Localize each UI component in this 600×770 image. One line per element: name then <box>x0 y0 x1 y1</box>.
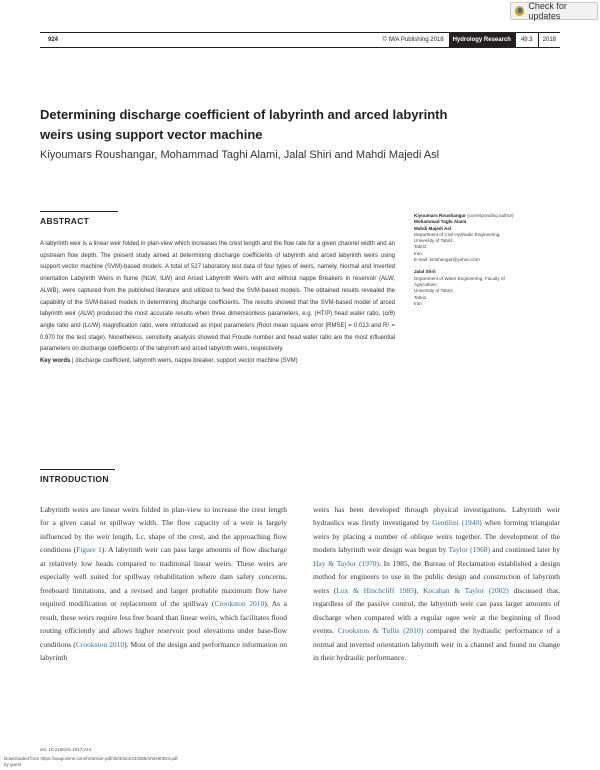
abstract-text: A labyrinth weir is a linear weir folded in plan-view which increases the crest length and the flow rate for a given channel width and an upstream flow depth. The present study aimed at determining discharge coefficients of labyrinth and arced labyrinth weirs using support vector machine (SVM)-based models. A total of 527 laboratory test data of four types of weirs, namely, Normal and Inverted orientation Labyrinth Weirs in flume (NLW, ILW) and Arced Labyrinth Weirs with and without nappe Breakers in reservoir (ALW, ALWB), were captured from the published literature and utilized to feed the SVM-based models. The obtained results revealed the capability of the SVM-based models in determining discharge coefficients. The results showed that the SVM-based model of arced labyrinth weir (ALW) produced the most accurate results when three dimensionless parameters, e.g. (HT/P) head water ratio, (α/θ) angle ratio and (Lc/W) magnification ratio, were introduced as input parameters (Root mean square error [RMSE] = 0.013 and R² = 0.970 for the test stage). Nonetheless, sensitivity analysis showed that Froude number and head water ratio are the most influential parameters on discharge coefficients of the labyrinth and arced labyrinth weirs, respectively. <box>40 241 395 353</box>
download-footer <box>4 756 178 767</box>
affiliation-line: Tabriz, <box>414 294 428 300</box>
affiliation-line: Iran <box>414 250 422 256</box>
author-affiliations <box>414 213 564 307</box>
body-text: weirs has been developed through physical investigations. Labyrinth weir hydraulics was firstly investigated by <box>313 505 560 528</box>
affiliation-line: Iran <box>414 300 422 306</box>
citation-link[interactable]: Lux & Hinchcliff 1985 <box>336 585 414 595</box>
abstract-rule <box>40 211 118 212</box>
body-text: and continued later by <box>490 545 560 555</box>
check-for-updates-button[interactable] <box>510 2 598 20</box>
introduction-heading: INTRODUCTION <box>40 474 109 484</box>
citation-link[interactable]: Gentilini (1940) <box>432 518 482 528</box>
abstract-heading: ABSTRACT <box>40 216 90 226</box>
keywords-label: Key words <box>40 358 71 365</box>
affiliation-line: Agriculture, <box>414 281 438 287</box>
author-list: Kiyoumars Roushangar, Mohammad Taghi Alami, Jalal Shiri and Mahdi Majedi Asl <box>40 149 440 161</box>
introduction-rule <box>40 469 115 470</box>
introduction-column-left <box>40 503 287 664</box>
body-text: ). As a result, these weirs require less free board than linear weirs, which facilitates flood routing efficiently and allows higher reservoir pool elevations under base-flow conditions ( <box>40 599 287 649</box>
affiliation-author-name: Mohammad Taghi Alami <box>414 219 467 225</box>
journal-volume: 49.3 <box>515 33 538 47</box>
body-text: ). Most of the design and performance information on labyrinth <box>40 639 287 662</box>
body-text: . In 1985, the Bureau of Reclamation established a design method for engineers to use in the public design and construction of labyrinth weirs ( <box>313 558 560 595</box>
citation-link[interactable]: Crookston 2010 <box>75 639 125 649</box>
introduction-column-right <box>313 503 560 664</box>
journal-year: 2018 <box>538 33 560 47</box>
affiliation-line: Department of Civil Hydraulic Engineering, <box>414 231 501 237</box>
journal-name: Hydrology Research <box>449 33 515 47</box>
check-for-updates-label: Check for updates <box>528 1 567 21</box>
body-text: ). <box>413 585 424 595</box>
body-text: discussed that, regardless of the passive control, the labyrinth weir can pass larger amounts of discharge when compared with a regular ogee weir at the beginning of flood events. <box>313 585 560 636</box>
affiliation-line: E-mail: kroshangar@yahoo.com <box>414 257 480 263</box>
citation-link[interactable]: Hay & Taylor (1970) <box>313 558 379 568</box>
body-text: compared the hydraulic performance of a normal and inverted orientation labyrinth weir in a channel and found no change in their hydraulic performance. <box>313 626 560 662</box>
affiliation-author-name: Kiyoumars Roushangar <box>414 213 466 218</box>
footer-guest-line: by guest <box>4 761 22 767</box>
citation-link[interactable]: Figure 1 <box>76 545 102 555</box>
affiliation-line: University of Tabriz, <box>414 288 454 294</box>
affiliation-line: Department of Water Engineering, Faculty of <box>414 275 505 281</box>
affiliation-author-name: Jalal Shiri <box>414 269 436 275</box>
citation-link[interactable]: Kocahan & Taylor (2002) <box>423 585 509 595</box>
affiliation-author-name: Mahdi Majedi Asl <box>414 225 452 231</box>
citation-link[interactable]: Crookston & Tullis (2010) <box>337 626 424 636</box>
affiliation-line: University of Tabriz, <box>414 238 454 244</box>
running-header <box>40 32 560 48</box>
citation-link[interactable]: Taylor (1968) <box>448 545 491 555</box>
doi: doi: 10.2166/nh.2017.214 <box>40 747 92 752</box>
keywords-text: | discharge coefficient, labyrinth weirs, nappe breaker, support vector machine (SVM) <box>72 358 298 365</box>
body-text: ). A labyrinth weir can pass large amounts of flow discharge at relatively low heads compared to traditional linear weirs. These weirs are especially well suited for spillway rehabilitation where dam safety concerns, freeboard limitations, and a revised and larger probable maximum flow have required modification or replacement of the spillway ( <box>40 545 287 609</box>
abstract-body <box>40 239 395 368</box>
publisher: © IWA Publishing 2018 <box>382 37 444 43</box>
body-text: when forming triangular weirs by placing a number of oblique weirs together. The development of the modern labyrinth weir design was begun by <box>313 518 560 555</box>
article-title: Determining discharge coefficient of labyrinth and arced labyrinth weirs using support vector machine <box>40 107 448 142</box>
citation-link[interactable]: Crookston 2010 <box>214 599 265 609</box>
affiliation-author-role: (corresponding author) <box>465 213 514 218</box>
update-icon <box>515 6 524 16</box>
body-text: Labyrinth weirs are linear weirs folded in plan-view to increase the crest length for a given canal or spillway width. The flow capacity of a weir is largely influenced by the weir length, Lc, shape of the crest, and the approaching flow conditions ( <box>40 505 287 555</box>
affiliation-line: Tabriz, <box>414 244 428 250</box>
footer-download-line: Downloaded from https://iwaponline.com/hr/article-pdf/49/3/924/234355/nh0490924.pdf <box>4 756 178 761</box>
page-number: 924 <box>48 37 59 43</box>
